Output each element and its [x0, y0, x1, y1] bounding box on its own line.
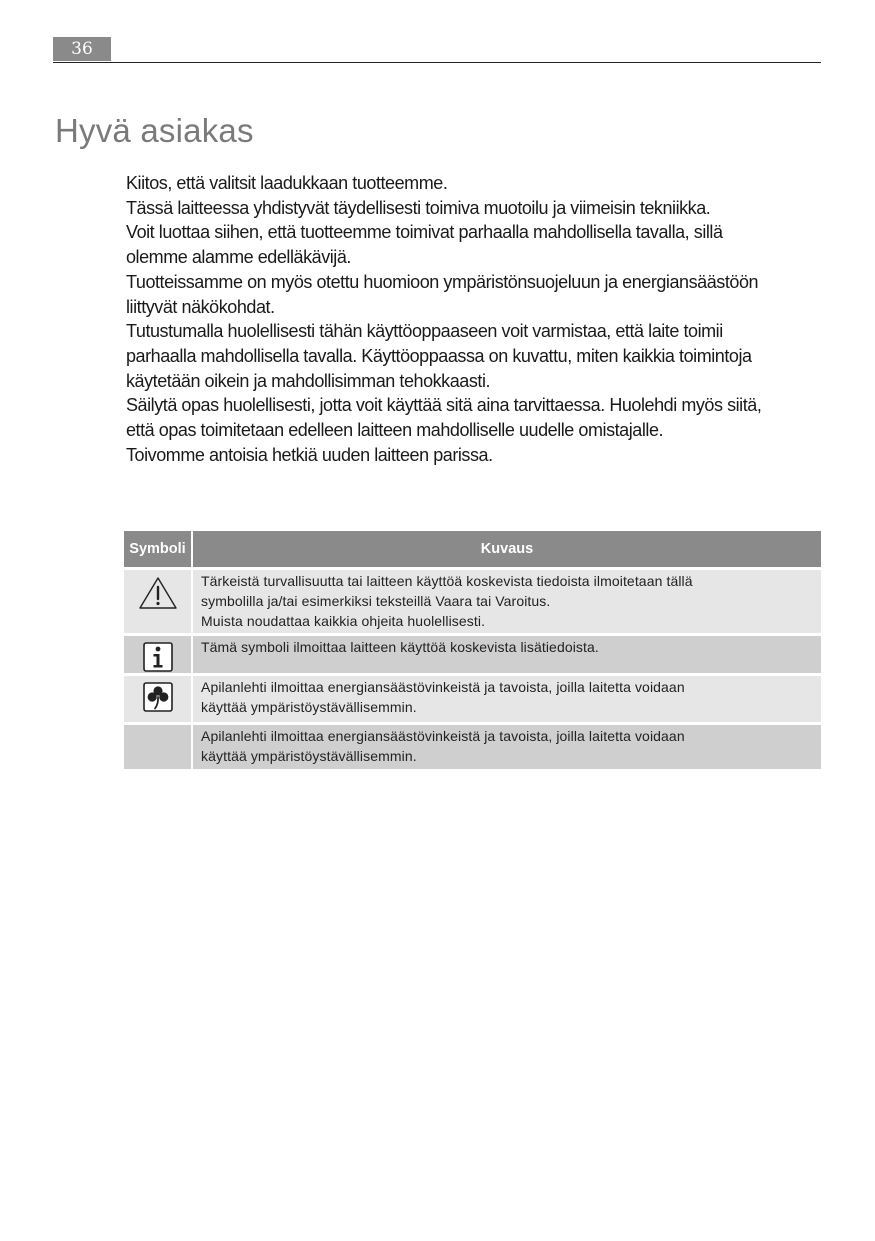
- description-line: symbolilla ja/tai esimerkiksi teksteillä Vaara tai Varoitus.: [201, 593, 551, 609]
- table-row: [124, 636, 821, 673]
- intro-line: Säilytä opas huolellisesti, jotta voit käyttää sitä aina tarvittaessa. Huolehdi myös siitä,: [126, 395, 762, 416]
- header-symbol: Symboli: [124, 531, 193, 567]
- intro-line: Tutustumalla huolellisesti tähän käyttöoppaaseen voit varmistaa, että laite toimii: [126, 321, 723, 342]
- page-title: Hyvä asiakas: [55, 112, 254, 149]
- intro-line: Tässä laitteessa yhdistyvät täydellisesti toimiva muotoilu ja viimeisin tekniikka.: [126, 197, 711, 218]
- table-row: [124, 676, 821, 722]
- intro-line: olemme alamme edelläkävijä.: [126, 247, 351, 268]
- description-line: Apilanlehti ilmoittaa energiansäästövinkeistä ja tavoista, joilla laitetta voidaan: [201, 728, 685, 744]
- intro-line: että opas toimitetaan edelleen laitteen mahdolliselle uudelle omistajalle.: [126, 420, 664, 441]
- intro-line: liittyvät näkökohdat.: [126, 296, 275, 317]
- row-description: [193, 676, 821, 722]
- row-description: [193, 570, 821, 633]
- intro-line: Toivomme antoisia hetkiä uuden laitteen parissa.: [126, 444, 493, 465]
- warning-triangle-icon: [124, 570, 193, 633]
- intro-line: Tuotteissamme on myös otettu huomioon ympäristönsuojeluun ja energiansäästöön: [126, 271, 759, 292]
- table-row: [124, 725, 821, 769]
- row-description: [193, 636, 821, 673]
- header-description: Kuvaus: [480, 541, 534, 557]
- intro-line: Voit luottaa siihen, että tuotteemme toimivat parhaalla mahdollisella tavalla, sillä: [126, 222, 723, 243]
- intro-line: käytetään oikein ja mahdollisimman tehokkaasti.: [126, 370, 491, 391]
- table-row: [124, 570, 821, 633]
- description-line: Muista noudattaa kaikkia ohjeita huolellisesti.: [201, 613, 486, 629]
- clover-leaf-icon: [124, 676, 193, 722]
- empty-symbol-cell: [124, 725, 193, 769]
- description-line: käyttää ympäristöystävällisemmin.: [201, 748, 417, 764]
- table-header: [124, 531, 821, 567]
- description-line: Tämä symboli ilmoittaa laitteen käyttöä koskevista lisätiedoista.: [201, 639, 599, 655]
- page-number: 36: [53, 37, 111, 61]
- description-line: Tärkeistä turvallisuutta tai laitteen käyttöä koskevista tiedoista ilmoitetaan tällä: [201, 573, 693, 589]
- info-icon: [124, 636, 193, 673]
- intro-text: [126, 171, 826, 467]
- symbol-table: [124, 531, 821, 769]
- header-rule: [53, 62, 821, 63]
- intro-line: parhaalla mahdollisella tavalla. Käyttöoppaassa on kuvattu, miten kaikkia toimintoja: [126, 345, 752, 366]
- description-line: käyttää ympäristöystävällisemmin.: [201, 699, 417, 715]
- intro-line: Kiitos, että valitsit laadukkaan tuotteemme.: [126, 173, 448, 193]
- description-line: Apilanlehti ilmoittaa energiansäästövinkeistä ja tavoista, joilla laitetta voidaan: [201, 679, 685, 695]
- row-description: [193, 725, 821, 769]
